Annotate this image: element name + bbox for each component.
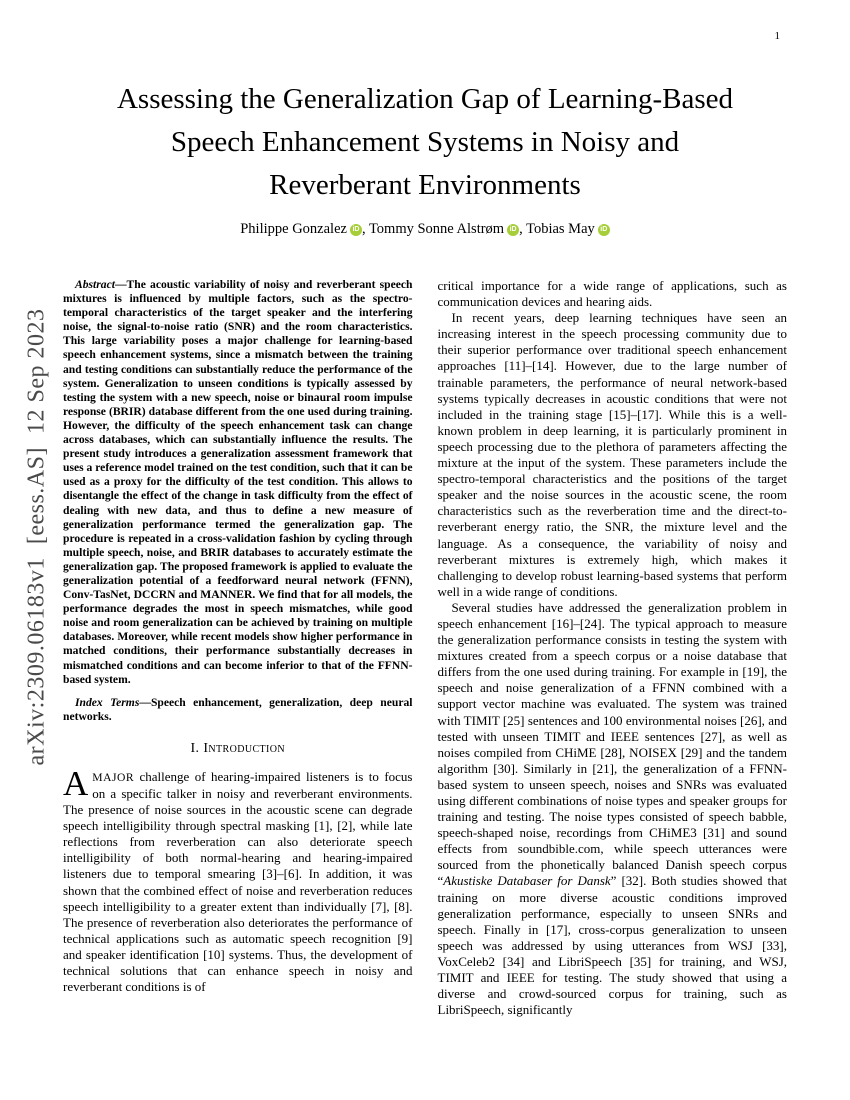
- abstract: Abstract—The acoustic variability of noisy and reverberant speech mixtures is influenced by multiple factors, such as the spectro-temporal characteristics of the target speaker and the interfering noise, the signal-to-noise ratio (SNR) and the room characteristics. This large variability poses a major challenge for learning-based speech enhancement systems, since a mismatch between the training and testing conditions can substantially reduce the performance of the system. Generalization to unseen conditions is typically assessed by testing the system with a new speech, noise or binaural room impulse response (BRIR) database different from the one used during training. However, the difficulty of the speech enhancement task can change across databases, which can substantially influence the results. The present study introduces a generalization assessment framework that uses a reference model trained on the test condition, such that it can be used as a proxy for the difficulty of the test condition. This allows to disentangle the effect of the change in task difficulty from the effect of dealing with new data, and thus to define a new measure of generalization performance termed the generalization gap. The procedure is repeated in a cross-validation fashion by cycling through multiple speech, noise, and BRIR databases to accurately estimate the generalization gap. The proposed framework is applied to evaluate the generalization potential of a feedforward neural network (FFNN), Conv-TasNet, DCCRN and MANNER. We find that for all models, the performance degrades the most in speech mismatches, while good noise and room generalization can be achieved by training on multiple databases. Moreover, while recent models show higher performance in matched conditions, their performance substantially decreases in mismatched conditions and can become inferior to that of the FFNN-based system.: [63, 278, 413, 686]
- author-name: Tommy Sonne Alstrøm: [368, 221, 505, 237]
- paragraph: In recent years, deep learning techniques have seen an increasing interest in the speech processing community due to their superior performance over traditional speech enhancement approaches [11]–[14]. However, due to the large number of trainable parameters, the performance of neural network-based systems typically decreases in acoustic conditions that were not included in the training stage [15]–[17]. While this is a well-known problem in deep learning, it is particularly prominent in speech processing due to the plethora of parameters affecting the mixture at the input of the system. These parameters include the spectro-temporal characteristics and the positions of the target speaker and the noise sources in the acoustic scene, the room characteristics such as the reverberation time and the direct-to-reverberant energy ratio, the SNR, the mixture level and the language. As a consequence, the variability of noisy and reverberant mixtures is extremely high, which makes it challenging to develop robust learning-based systems that perform well in a wide range of conditions.: [437, 310, 787, 599]
- arxiv-watermark: arXiv:2309.06183v1 [eess.AS] 12 Sep 2023: [23, 308, 50, 766]
- orcid-icon[interactable]: iD: [350, 224, 362, 236]
- author-name: Philippe Gonzalez: [240, 221, 347, 237]
- paragraph: Several studies have addressed the generalization problem in speech enhancement [16]–[24]. The typical approach to measure the generalization performance consists in testing the system with mixtures created from a speech corpus or a noise database that differs from the one used during training. For example in [19], the speech and noise generalization of a FFNN combined with a support vector machine was evaluated. The system was trained with TIMIT [25] sentences and 100 environmental noises [26], and tested with unseen TIMIT and IEEE sentences [27], as well as noises compiled from CHiME [28], NOISEX [29] and the tandem algorithm [30]. Similarly in [21], the generalization of a FFNN-based system to unseen speech, noises and SNRs was evaluated using different combinations of noise types and speaker groups for training and testing. The noise types consisted of speech babble, speech-shaped noise, recordings from CHiME3 [31] and sound effects from soundbible.com, while speech utterances were sourced from the phonetically balanced Danish speech corpus “Akustiske Databaser for Dansk” [32]. Both studies showed that training on more diverse acoustic conditions improved generalization performance, especially to unseen SNRs and speech. Finally in [17], cross-corpus generalization to unseen speech was addressed by using utterances from WSJ [33], VoxCeleb2 [34] and LibriSpeech [35] for training, and WSJ, TIMIT and IEEE for testing. The study showed that using a diverse and crowd-sourced corpus for training, such as LibriSpeech, significantly: [437, 599, 787, 1018]
- paper-title: [0, 78, 850, 207]
- intro-paragraph: [63, 763, 413, 995]
- left-column: [63, 278, 413, 1018]
- author-name: Tobias May: [526, 221, 595, 237]
- two-column-body: [0, 278, 850, 1018]
- section-heading-introduction: I. Introduction: [190, 740, 286, 756]
- title-line: Speech Enhancement Systems in Noisy and: [170, 126, 680, 158]
- orcid-icon[interactable]: iD: [507, 224, 519, 236]
- right-column: [438, 278, 788, 1018]
- title-line: Assessing the Generalization Gap of Learning-Based: [116, 83, 734, 115]
- paper-header: [0, 0, 850, 238]
- author-separator: ,: [519, 221, 523, 237]
- author-line: [0, 221, 850, 238]
- title-line: Reverberant Environments: [269, 169, 581, 201]
- lead-word: MAJOR: [92, 770, 135, 784]
- page-number: 1: [774, 30, 780, 42]
- drop-cap: A: [63, 763, 89, 803]
- index-terms: Index Terms—Speech enhancement, generalization, deep neural networks.: [63, 695, 413, 723]
- orcid-icon[interactable]: iD: [598, 224, 610, 236]
- paragraph: critical importance for a wide range of applications, such as communication devices and hearing aids.: [437, 278, 787, 310]
- author-separator: ,: [361, 221, 366, 237]
- paragraph-text: challenge of hearing-impaired listeners is to focus on a specific talker in noisy and reverberant environments. The presence of noise sources in the acoustic scene can degrade speech intelligibility through spectral masking [1], [2], while late reflections from reverberation can also deteriorate speech intelligibility of both normal-hearing and hearing-impaired listeners due to temporal smearing [3]–[6]. In addition, it was shown that the combined effect of noise and reverberation reduces speech intelligibility to a greater extent than individually [7], [8]. The presence of reverberation also deteriorates the performance of technical applications such as automatic speech recognition [9] and speaker identification [10] systems. Thus, the development of technical solutions that can enhance speech in noisy and reverberant conditions is of: [63, 768, 413, 995]
